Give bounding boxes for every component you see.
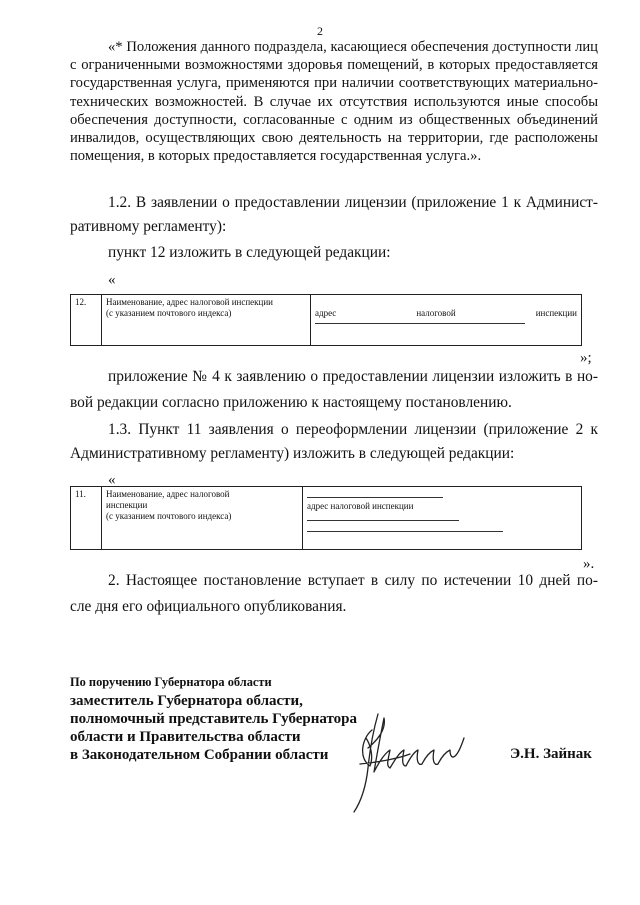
close-quote-1: »; bbox=[580, 350, 592, 366]
table-11-value: адрес налоговой инспекции bbox=[307, 501, 414, 511]
item-1-3-line1: 1.3. Пункт 11 заявления о переоформлении лицензии (приложение 2 к bbox=[108, 421, 598, 438]
table-11-underline-2 bbox=[307, 512, 459, 521]
table-12-num: 12. bbox=[75, 297, 87, 307]
table-12-value-word3: инспекции bbox=[535, 308, 577, 318]
table-11-name-line1: Наименование, адрес налоговой bbox=[106, 489, 230, 499]
table-12-name-line1: Наименование, адрес налоговой инспекции bbox=[106, 297, 273, 307]
table-11-num: 11. bbox=[75, 489, 86, 499]
table-11-name-cell bbox=[102, 487, 303, 550]
item-2-line2: сле дня его официального опубликования. bbox=[70, 598, 347, 615]
signature-by-order: По поручению Губернатора области bbox=[70, 675, 272, 689]
signature-line4: области и Правительства области bbox=[70, 729, 301, 745]
signatory-name: Э.Н. Зайнак bbox=[510, 746, 592, 762]
item-1-2-line3: пункт 12 изложить в следующей редакции: bbox=[108, 244, 391, 261]
table-11-underline-3 bbox=[307, 521, 503, 532]
table-11-value-cell bbox=[303, 487, 582, 550]
table-12-name-line2: (с указанием почтового индекса) bbox=[106, 308, 232, 318]
table-11-name-line3: (с указанием почтового индекса) bbox=[106, 511, 232, 521]
table-11-name-line2: инспекции bbox=[106, 500, 148, 510]
table-12-name-cell bbox=[102, 295, 311, 346]
table-11-num-cell bbox=[71, 487, 102, 550]
page-number: 2 bbox=[317, 24, 323, 38]
tax-inspection-table-12 bbox=[70, 294, 582, 346]
appendix-line2: вой редакции согласно приложению к настоящему постановлению. bbox=[70, 394, 512, 411]
handwritten-signature bbox=[340, 708, 480, 818]
table-12-value-cell bbox=[311, 295, 582, 346]
signature-line3: полномочный представитель Губернатора bbox=[70, 711, 358, 727]
open-quote-1: « bbox=[108, 272, 116, 288]
close-quote-2: ». bbox=[583, 556, 595, 572]
table-12-value-word2: налоговой bbox=[416, 308, 456, 318]
table-11-underline-1 bbox=[307, 489, 443, 498]
item-1-2-line1: 1.2. В заявлении о предоставлении лицензии (приложение 1 к Админист- bbox=[108, 194, 598, 211]
table-12-value-word1: адрес bbox=[315, 308, 337, 318]
signature-line2: заместитель Губернатора области, bbox=[70, 693, 303, 709]
appendix-line1: приложение № 4 к заявлению о предоставлении лицензии изложить в но- bbox=[108, 368, 598, 385]
table-12-underline bbox=[315, 323, 525, 324]
tax-inspection-table-11 bbox=[70, 486, 582, 550]
note-paragraph: «* Положения данного подраздела, касающиеся обеспечения доступности лиц с ограниченными возможностями здоровья помещений, в которых предоставляется государственная услуга, применяются при наличии соответствующих материально-технических возможностей. В случае их отсутствия используются иные способы обеспечения доступности, согласованные с одним из общественных объединений инвалидов, осуществляющих свою деятельность на территории, где расположены помещения, в которых предоставляется государственная услуга.». bbox=[70, 39, 598, 165]
signature-line5: в Законодательном Собрании области bbox=[70, 747, 329, 763]
item-2-line1: 2. Настоящее постановление вступает в силу по истечении 10 дней по- bbox=[108, 572, 598, 589]
item-1-2-line2: ративному регламенту): bbox=[70, 218, 227, 235]
signature-title bbox=[70, 692, 357, 764]
open-quote-2: « bbox=[108, 472, 116, 488]
table-12-num-cell bbox=[71, 295, 102, 346]
item-1-3-line2: Административному регламенту) изложить в следующей редакции: bbox=[70, 445, 515, 462]
